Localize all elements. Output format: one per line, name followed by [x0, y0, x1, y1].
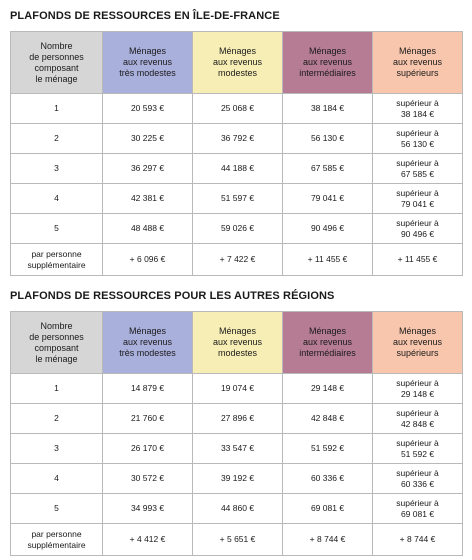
cell-modestes: + 7 422 €	[193, 244, 283, 276]
income-ceiling-table	[10, 31, 463, 276]
table-row-additional-person	[11, 244, 463, 276]
table-header-row	[11, 312, 463, 374]
header-intermediaires: Ménages aux revenus intermédiaires	[283, 312, 373, 374]
cell-modestes: 27 896 €	[193, 404, 283, 434]
table-section-autres-regions	[10, 288, 462, 556]
cell-tres-modestes: 48 488 €	[103, 214, 193, 244]
cell-household-size: 5	[11, 494, 103, 524]
table-title: PLAFONDS DE RESSOURCES POUR LES AUTRES RÉGIONS	[10, 290, 335, 302]
cell-superieurs: supérieur à 79 041 €	[373, 184, 463, 214]
header-tres-modestes: Ménages aux revenus très modestes	[103, 32, 193, 94]
cell-modestes: 19 074 €	[193, 374, 283, 404]
table-row	[11, 154, 463, 184]
table-row	[11, 214, 463, 244]
cell-tres-modestes: 14 879 €	[103, 374, 193, 404]
cell-household-size: 1	[11, 374, 103, 404]
cell-superieurs: supérieur à 38 184 €	[373, 94, 463, 124]
cell-modestes: 44 188 €	[193, 154, 283, 184]
cell-modestes: 51 597 €	[193, 184, 283, 214]
income-ceiling-table	[10, 311, 463, 556]
cell-modestes: 33 547 €	[193, 434, 283, 464]
cell-tres-modestes: 21 760 €	[103, 404, 193, 434]
cell-intermediaires: 67 585 €	[283, 154, 373, 184]
cell-modestes: 36 792 €	[193, 124, 283, 154]
cell-tres-modestes: 36 297 €	[103, 154, 193, 184]
cell-household-size: 2	[11, 404, 103, 434]
table-row	[11, 434, 463, 464]
cell-tres-modestes: 26 170 €	[103, 434, 193, 464]
cell-household-size: par personne supplémentaire	[11, 524, 103, 556]
cell-intermediaires: 51 592 €	[283, 434, 373, 464]
cell-superieurs: supérieur à 69 081 €	[373, 494, 463, 524]
cell-superieurs: supérieur à 90 496 €	[373, 214, 463, 244]
header-modestes: Ménages aux revenus modestes	[193, 312, 283, 374]
cell-intermediaires: + 8 744 €	[283, 524, 373, 556]
cell-superieurs: supérieur à 29 148 €	[373, 374, 463, 404]
table-row	[11, 494, 463, 524]
cell-tres-modestes: 20 593 €	[103, 94, 193, 124]
table-row-additional-person	[11, 524, 463, 556]
cell-household-size: 4	[11, 464, 103, 494]
cell-superieurs: + 11 455 €	[373, 244, 463, 276]
cell-superieurs: supérieur à 67 585 €	[373, 154, 463, 184]
cell-household-size: 2	[11, 124, 103, 154]
cell-intermediaires: 38 184 €	[283, 94, 373, 124]
cell-intermediaires: 90 496 €	[283, 214, 373, 244]
table-title: PLAFONDS DE RESSOURCES EN ÎLE-DE-FRANCE	[10, 10, 280, 22]
header-superieurs: Ménages aux revenus supérieurs	[373, 32, 463, 94]
cell-intermediaires: 56 130 €	[283, 124, 373, 154]
header-modestes: Ménages aux revenus modestes	[193, 32, 283, 94]
header-household-size: Nombre de personnes composant le ménage	[11, 312, 103, 374]
header-intermediaires: Ménages aux revenus intermédiaires	[283, 32, 373, 94]
header-household-size: Nombre de personnes composant le ménage	[11, 32, 103, 94]
table-row	[11, 464, 463, 494]
cell-modestes: + 5 651 €	[193, 524, 283, 556]
cell-tres-modestes: + 6 096 €	[103, 244, 193, 276]
table-row	[11, 184, 463, 214]
cell-intermediaires: 29 148 €	[283, 374, 373, 404]
cell-intermediaires: 42 848 €	[283, 404, 373, 434]
cell-intermediaires: 60 336 €	[283, 464, 373, 494]
cell-intermediaires: 69 081 €	[283, 494, 373, 524]
cell-tres-modestes: 42 381 €	[103, 184, 193, 214]
cell-household-size: 3	[11, 154, 103, 184]
cell-modestes: 44 860 €	[193, 494, 283, 524]
table-row	[11, 374, 463, 404]
table-row	[11, 94, 463, 124]
cell-household-size: par personne supplémentaire	[11, 244, 103, 276]
cell-superieurs: + 8 744 €	[373, 524, 463, 556]
table-row	[11, 124, 463, 154]
cell-tres-modestes: 34 993 €	[103, 494, 193, 524]
cell-superieurs: supérieur à 51 592 €	[373, 434, 463, 464]
cell-superieurs: supérieur à 60 336 €	[373, 464, 463, 494]
cell-household-size: 1	[11, 94, 103, 124]
cell-tres-modestes: + 4 412 €	[103, 524, 193, 556]
table-section-ile-de-france	[10, 8, 462, 276]
cell-superieurs: supérieur à 42 848 €	[373, 404, 463, 434]
cell-household-size: 3	[11, 434, 103, 464]
header-superieurs: Ménages aux revenus supérieurs	[373, 312, 463, 374]
cell-tres-modestes: 30 225 €	[103, 124, 193, 154]
cell-modestes: 39 192 €	[193, 464, 283, 494]
header-tres-modestes: Ménages aux revenus très modestes	[103, 312, 193, 374]
cell-superieurs: supérieur à 56 130 €	[373, 124, 463, 154]
cell-tres-modestes: 30 572 €	[103, 464, 193, 494]
cell-household-size: 4	[11, 184, 103, 214]
cell-household-size: 5	[11, 214, 103, 244]
table-row	[11, 404, 463, 434]
cell-intermediaires: 79 041 €	[283, 184, 373, 214]
cell-intermediaires: + 11 455 €	[283, 244, 373, 276]
cell-modestes: 59 026 €	[193, 214, 283, 244]
cell-modestes: 25 068 €	[193, 94, 283, 124]
table-header-row	[11, 32, 463, 94]
